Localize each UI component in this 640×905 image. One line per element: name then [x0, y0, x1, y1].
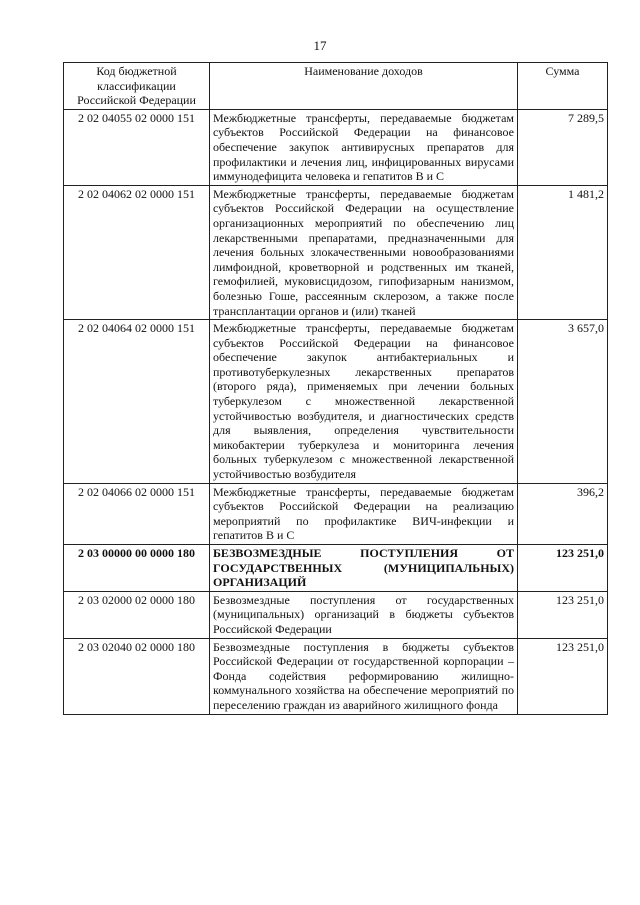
budget-revenue-table	[63, 62, 608, 715]
row-name: Безвозмездные поступления от государственных (муниципальных) организаций в бюджеты субъектов Российской Федерации	[210, 591, 518, 638]
table-row	[64, 591, 608, 638]
row-code: 2 02 04066 02 0000 151	[64, 483, 210, 544]
row-name: Межбюджетные трансферты, передаваемые бюджетам субъектов Российской Федерации на финансовое обеспечение закупок антивирусных препаратов для профилактики и лечения лиц, инфицированных вирусами иммунодефицита человека и гепатитов В и С	[210, 109, 518, 185]
row-code: 2 02 04064 02 0000 151	[64, 320, 210, 484]
row-name: БЕЗВОЗМЕЗДНЫЕ ПОСТУПЛЕНИЯ ОТ ГОСУДАРСТВЕННЫХ (МУНИЦИПАЛЬНЫХ) ОРГАНИЗАЦИЙ	[210, 545, 518, 592]
row-name: Безвозмездные поступления в бюджеты субъектов Российской Федерации от государственной корпорации – Фонда содействия реформированию жилищно-коммунального хозяйства на обеспечение мероприятий по переселению граждан из аварийного жилищного фонда	[210, 638, 518, 714]
row-sum: 123 251,0	[518, 591, 608, 638]
header-sum: Сумма	[518, 63, 608, 110]
row-name: Межбюджетные трансферты, передаваемые бюджетам субъектов Российской Федерации на финансовое обеспечение закупок антибактериальных и противотуберкулезных лекарственных препаратов (второго ряда), применяемых при лечении больных туберкулезом с множественной лекарственной устойчивостью возбудителя, и диагностических средств для выявления, определения чувствительности микобактерии туберкулеза и мониторинга лечения больных туберкулезом с множественной лекарственной устойчивостью возбудителя	[210, 320, 518, 484]
row-code: 2 03 00000 00 0000 180	[64, 545, 210, 592]
row-sum: 123 251,0	[518, 638, 608, 714]
row-sum: 396,2	[518, 483, 608, 544]
table-row	[64, 185, 608, 319]
table-row	[64, 483, 608, 544]
row-code: 2 02 04055 02 0000 151	[64, 109, 210, 185]
header-code: Код бюджетной классификации Российской Федерации	[64, 63, 210, 110]
table-row	[64, 320, 608, 484]
table-row	[64, 638, 608, 714]
row-code: 2 02 04062 02 0000 151	[64, 185, 210, 319]
row-name: Межбюджетные трансферты, передаваемые бюджетам субъектов Российской Федерации на осуществление организационных мероприятий по обеспечению лиц лекарственными препаратами, предназначенными для лечения больных злокачественными новообразованиями лимфоидной, кроветворной и родственных им тканей, гемофилией, муковисцидозом, гипофизарным нанизмом, болезнью Гоше, рассеянным склерозом, а также после трансплантации органов и (или) тканей	[210, 185, 518, 319]
page-number: 17	[313, 38, 327, 53]
row-sum: 3 657,0	[518, 320, 608, 484]
header-name: Наименование доходов	[210, 63, 518, 110]
table-header-row	[64, 63, 608, 110]
row-sum: 1 481,2	[518, 185, 608, 319]
row-sum: 123 251,0	[518, 545, 608, 592]
row-code: 2 03 02040 02 0000 180	[64, 638, 210, 714]
row-name: Межбюджетные трансферты, передаваемые бюджетам субъектов Российской Федерации на реализацию мероприятий по профилактике ВИЧ-инфекции и гепатитов В и С	[210, 483, 518, 544]
row-code: 2 03 02000 02 0000 180	[64, 591, 210, 638]
row-sum: 7 289,5	[518, 109, 608, 185]
table-row-total	[64, 545, 608, 592]
table-row	[64, 109, 608, 185]
